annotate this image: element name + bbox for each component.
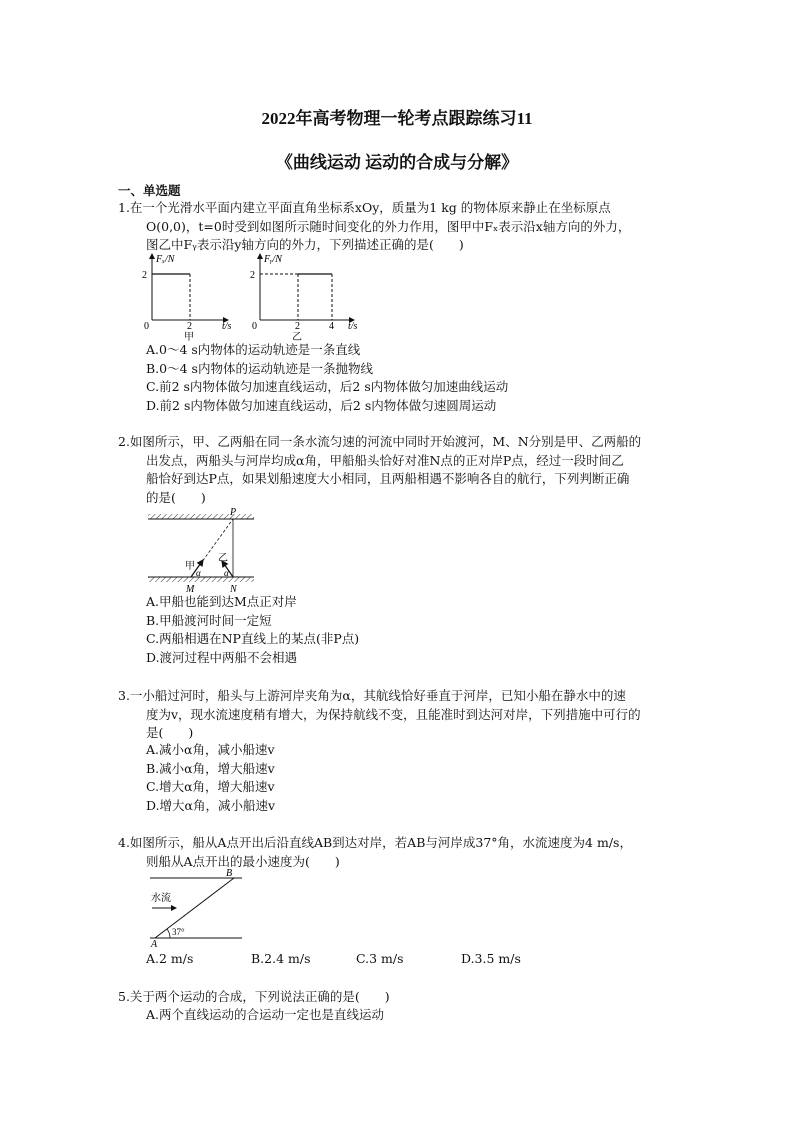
question-4-stem xyxy=(118,834,708,871)
option-a[interactable]: A.0～4 s内物体的运动轨迹是一条直线 xyxy=(146,342,361,357)
question-3-line: 3.一小船过河时，船头与上游河岸夹角为α，其航线恰好垂直于河岸，已知小船在静水中的速 xyxy=(118,688,626,703)
angle-alpha-m: α xyxy=(196,568,201,578)
question-2-line: 船恰好到达P点，如果划船速度大小相同，且两船相遇不影响各自的航行，下列判断正确 xyxy=(146,471,630,486)
option-c[interactable]: C.3 m/s xyxy=(356,951,404,966)
question-1-line: O(0,0)，t=0时受到如图所示随时间变化的外力作用，图甲中Fₓ表示沿x轴方向的外力， xyxy=(146,218,631,234)
option-a[interactable]: A.两个直线运动的合运动一定也是直线运动 xyxy=(146,1007,385,1022)
graph-b-xlabel: t/s xyxy=(348,321,358,332)
graph-b-caption: 乙 xyxy=(292,332,302,343)
option-d[interactable]: D.增大α角，减小船速v xyxy=(146,797,276,813)
point-b-label: B xyxy=(226,868,233,879)
question-1-line: 图乙中Fᵧ表示沿y轴方向的外力，下列描述正确的是( ) xyxy=(146,237,464,252)
point-n-label: N xyxy=(230,584,237,595)
graph-a-xtick: 2 xyxy=(187,321,192,332)
page-subtitle: 《曲线运动 运动的合成与分解》 xyxy=(275,153,519,172)
graph-a-ylabel: Fₓ/N xyxy=(156,254,175,265)
graph-b-xtick-2: 2 xyxy=(295,321,300,332)
question-2-line: 出发点，两船头与河岸均成α角，甲船船头恰好对准N点的正对岸P点，经过一段时间乙 xyxy=(146,452,624,468)
option-c[interactable]: C.增大α角，增大船速v xyxy=(146,779,275,794)
page-title: 2022年高考物理一轮考点跟踪练习11 xyxy=(261,109,533,128)
option-b[interactable]: B.0～4 s内物体的运动轨迹是一条抛物线 xyxy=(146,360,373,376)
water-flow-label: 水流 xyxy=(151,893,171,904)
question-1-line: 1.在一个光滑水平面内建立平面直角坐标系xOy，质量为1 kg 的物体原来静止在坐标原点 xyxy=(118,200,611,215)
section-heading: 一、单选题 xyxy=(118,183,181,198)
option-a[interactable]: A.2 m/s xyxy=(146,951,194,966)
question-2-stem xyxy=(118,433,708,507)
graph-fx-vs-t xyxy=(136,250,246,345)
question-3-line: 是( ) xyxy=(146,725,194,740)
question-1-options xyxy=(146,341,508,415)
question-4-options xyxy=(146,951,521,966)
option-d[interactable]: D.渡河过程中两船不会相遇 xyxy=(146,649,298,665)
angle-37-label: 37° xyxy=(172,927,185,937)
question-1-stem xyxy=(118,199,708,255)
question-4-line: 则船从A点开出的最小速度为( ) xyxy=(146,853,340,869)
option-c[interactable]: C.前2 s内物体做匀加速直线运动，后2 s内物体做匀加速曲线运动 xyxy=(146,379,509,394)
graph-b-origin: 0 xyxy=(252,321,257,332)
question-5-stem xyxy=(118,988,708,1007)
option-a[interactable]: A.减小α角，减小船速v xyxy=(146,742,275,757)
graph-fy-vs-t xyxy=(244,250,374,345)
question-3-line: 度为v，现水流速度稍有增大，为保持航线不变，且能准时到达河对岸，下列措施中可行的 xyxy=(146,706,641,722)
graph-b-ylabel: Fᵧ/N xyxy=(264,254,282,265)
angle-alpha-n: α xyxy=(224,568,229,578)
option-b[interactable]: B.减小α角，增大船速v xyxy=(146,760,275,776)
option-d[interactable]: D.前2 s内物体做匀加速直线运动，后2 s内物体做匀速圆周运动 xyxy=(146,397,497,413)
graph-b-ytick: 2 xyxy=(250,270,255,281)
graph-a-caption: 甲 xyxy=(184,332,194,343)
option-b[interactable]: B.2.4 m/s xyxy=(251,951,311,966)
question-3-options xyxy=(146,741,275,815)
question-5-options xyxy=(146,1006,384,1025)
point-m-label: M xyxy=(186,584,195,595)
point-p-label: P xyxy=(230,507,237,518)
option-d[interactable]: D.3.5 m/s xyxy=(461,951,521,966)
option-b[interactable]: B.甲船渡河时间一定短 xyxy=(146,612,272,628)
river-crossing-figure xyxy=(146,506,266,596)
question-2-line: 的是( ) xyxy=(146,489,206,505)
question-2-line: 2.如图所示，甲、乙两船在同一条水流匀速的河流中同时开始渡河，M、N分别是甲、乙两船的 xyxy=(118,434,642,449)
option-c[interactable]: C.两船相遇在NP直线上的某点(非P点) xyxy=(146,631,360,646)
graph-a-origin: 0 xyxy=(144,321,149,332)
question-2-options xyxy=(146,593,359,667)
question-3-stem xyxy=(118,687,708,743)
question-4-line: 4.如图所示，船从A点开出后沿直线AB到达对岸，若AB与河岸成37°角，水流速度为4 m/s， xyxy=(118,835,632,850)
question-5-line: 5.关于两个运动的合成，下列说法正确的是( ) xyxy=(118,989,390,1004)
river-ab-figure xyxy=(146,868,246,948)
graph-a-ytick: 2 xyxy=(142,270,147,281)
option-a[interactable]: A.甲船也能到达M点正对岸 xyxy=(146,594,297,609)
boat-jia-label: 甲 xyxy=(185,561,195,572)
graph-a-xlabel: t/s xyxy=(222,321,232,332)
point-a-label: A xyxy=(151,939,158,950)
graph-b-xtick-4: 4 xyxy=(329,321,334,332)
boat-yi-label: 乙 xyxy=(218,553,228,564)
